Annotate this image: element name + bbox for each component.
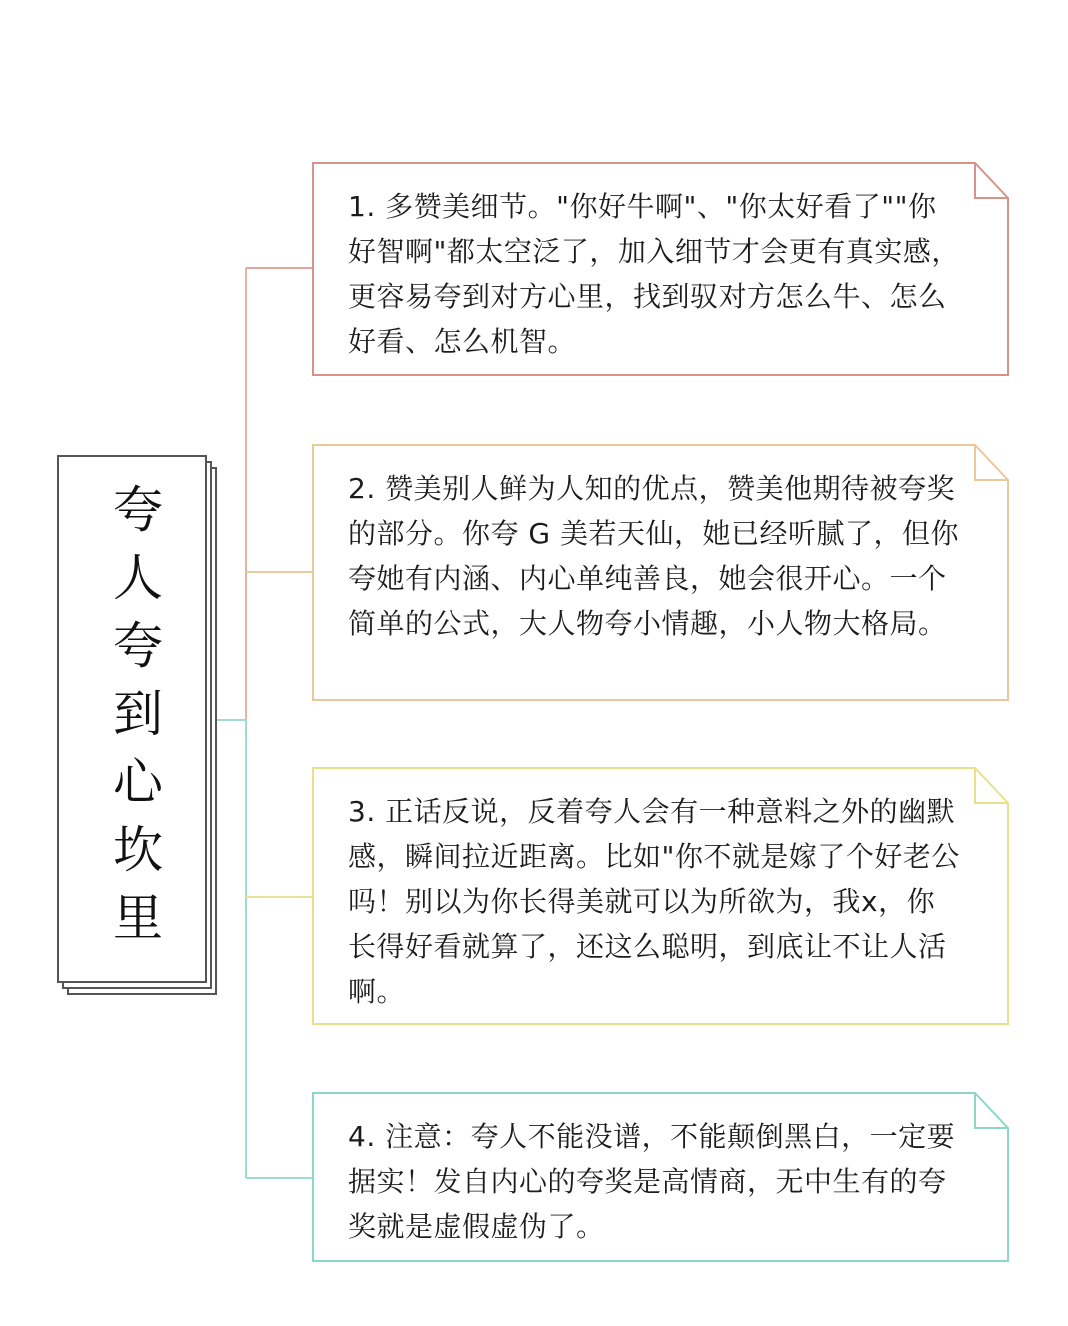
title-box (57, 455, 223, 998)
note-card-2 (312, 444, 1009, 701)
note-text-4: 4. 注意：夸人不能没谱，不能颠倒黑白，一定要据实！发自内心的夸奖是高情商，无中生有的夸奖就是虚假虚伪了。 (348, 1120, 956, 1243)
note-text-3: 3. 正话反说，反着夸人会有一种意料之外的幽默感，瞬间拉近距离。比如"你不就是嫁了个好老公吗！别以为你长得美就可以为所欲为，我x，你长得好看就算了，还这么聪明，到底让不让人活啊。 (348, 795, 960, 1008)
note-text-1: 1. 多赞美细节。"你好牛啊"、"你太好看了""你好智啊"都太空泛了，加入细节才会更有真实感，更容易夸到对方心里，找到驭对方怎么牛、怎么好看、怎么机智。 (348, 190, 960, 358)
note-text-2: 2. 赞美别人鲜为人知的优点，赞美他期待被夸奖的部分。你夸 G 美若天仙，她已经听腻了，但你夸她有内涵、内心单纯善良，她会很开心。一个简单的公式，大人物夸小情趣，小人物大格局。 (348, 472, 960, 640)
note-card-4 (312, 1092, 1009, 1262)
main-title: 夸人夸到心坎里 (105, 483, 163, 959)
note-card-3 (312, 767, 1009, 1025)
note-card-1 (312, 162, 1009, 376)
title-sheet-front (57, 455, 207, 983)
